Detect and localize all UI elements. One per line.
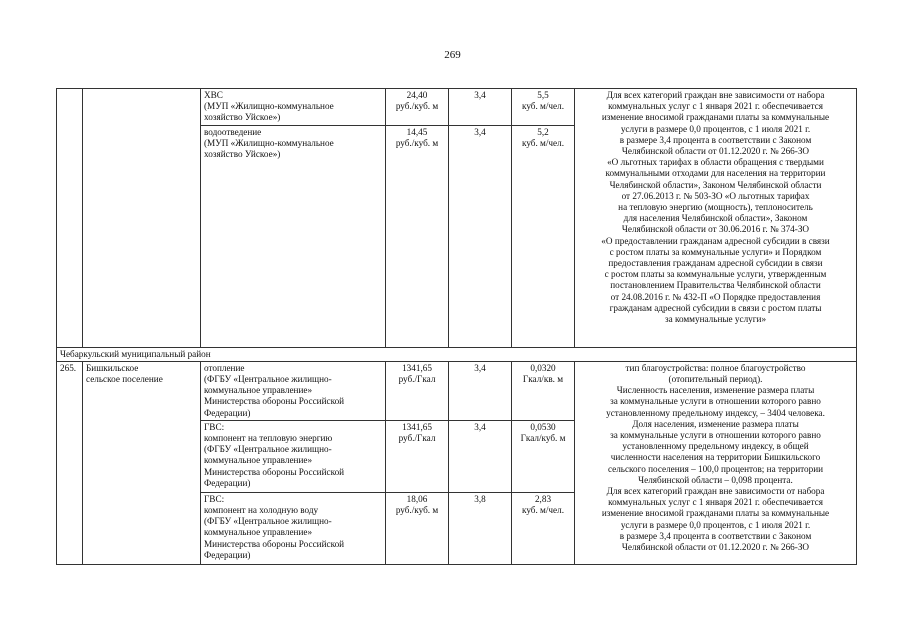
norm-cell: 0,0320 Гкал/кв. м [512,361,575,420]
district-row [57,347,857,361]
norm-cell: 2,83 куб. м/чел. [512,492,575,564]
service-cell: отопление (ФГБУ «Центральное жилищно- коммунальное управление» Министерства обороны Российской Федерации) [201,361,386,420]
norm-cell: 5,5 куб. м/чел. [512,89,575,126]
index-cell: 3,4 [449,125,512,347]
index-cell: 3,8 [449,492,512,564]
tariff-cell: 14,45 руб./куб. м [386,125,449,347]
settlement-cell: Бишкильское сельское поселение [83,361,201,564]
norm-cell: 5,2 куб. м/чел. [512,125,575,347]
tariff-cell: 24,40 руб./куб. м [386,89,449,126]
tariff-table [56,88,857,565]
index-cell: 3,4 [449,89,512,126]
norm-cell: 0,0530 Гкал/куб. м [512,420,575,492]
note-cell: Для всех категорий граждан вне зависимости от набора коммунальных услуг с 1 января 2021 г. обеспечивается изменение вносимой гражданами платы за коммунальные услуги в размере 0,0 процентов, с 1 июля 2021 г. в размере 3,4 процента в соответствии с Законом Челябинской области от 01.12.2020 г. № 266-ЗО «О льготных тарифах в области обращения с твердыми коммунальными отходами для населения на территории Челябинской области», Законом Челябинской области от 27.06.2013 г. № 503-ЗО «О льготных тарифах на тепловую энергию (мощность), теплоноситель для населения Челябинской области», Законом Челябинской области от 30.06.2016 г. № 374-ЗО «О предоставлении гражданам адресной субсидии в связи с ростом платы за коммунальные услуги» и Порядком предоставления гражданам адресной субсидии в связи с ростом платы за коммунальные услуги, утвержденным постановлением Правительства Челябинской области от 24.08.2016 г. № 432-П «О Порядке предоставления гражданам адресной субсидии в связи с ростом платы за коммунальные услуги» [575,89,857,348]
table-row [57,361,857,420]
tariff-cell: 18,06 руб./куб. м [386,492,449,564]
service-cell: ГВС: компонент на тепловую энергию (ФГБУ «Центральное жилищно- коммунальное управление» Министерства обороны Российской Федерации) [201,420,386,492]
row-number-cell: 265. [57,361,83,564]
tariff-cell: 1341,65 руб./Гкал [386,420,449,492]
settlement-cell [83,89,201,348]
service-cell: ХВС (МУП «Жилищно-коммунальное хозяйство Уйское») [201,89,386,126]
service-cell: водоотведение (МУП «Жилищно-коммунальное хозяйство Уйское») [201,125,386,347]
note-cell: тип благоустройства: полное благоустройство (отопительный период). Численность населения, изменение размера платы за коммунальные услуги в отношении которого равно установленному предельному индексу, – 3404 человека. Доля населения, изменение размера платы за коммунальные услуги в отношении которого равно установленному предельному индексу, в общей численности населения на территории Бишкильского сельского поселения – 100,0 процентов; на территории Челябинской области – 0,098 процента. Для всех категорий граждан вне зависимости от набора коммунальных услуг с 1 января 2021 г. обеспечивается изменение вносимой гражданами платы за коммунальные услуги в размере 0,0 процентов, с 1 июля 2021 г. в размере 3,4 процента в соответствии с Законом Челябинской области от 01.12.2020 г. № 266-ЗО [575,361,857,564]
index-cell: 3,4 [449,361,512,420]
service-cell: ГВС: компонент на холодную воду (ФГБУ «Центральное жилищно- коммунальное управление» Министерства обороны Российской Федерации) [201,492,386,564]
table-row [57,89,857,126]
row-number-cell [57,89,83,348]
index-cell: 3,4 [449,420,512,492]
page-number: 269 [444,49,461,61]
district-heading: Чебаркульский муниципальный район [57,347,857,361]
tariff-cell: 1341,65 руб./Гкал [386,361,449,420]
